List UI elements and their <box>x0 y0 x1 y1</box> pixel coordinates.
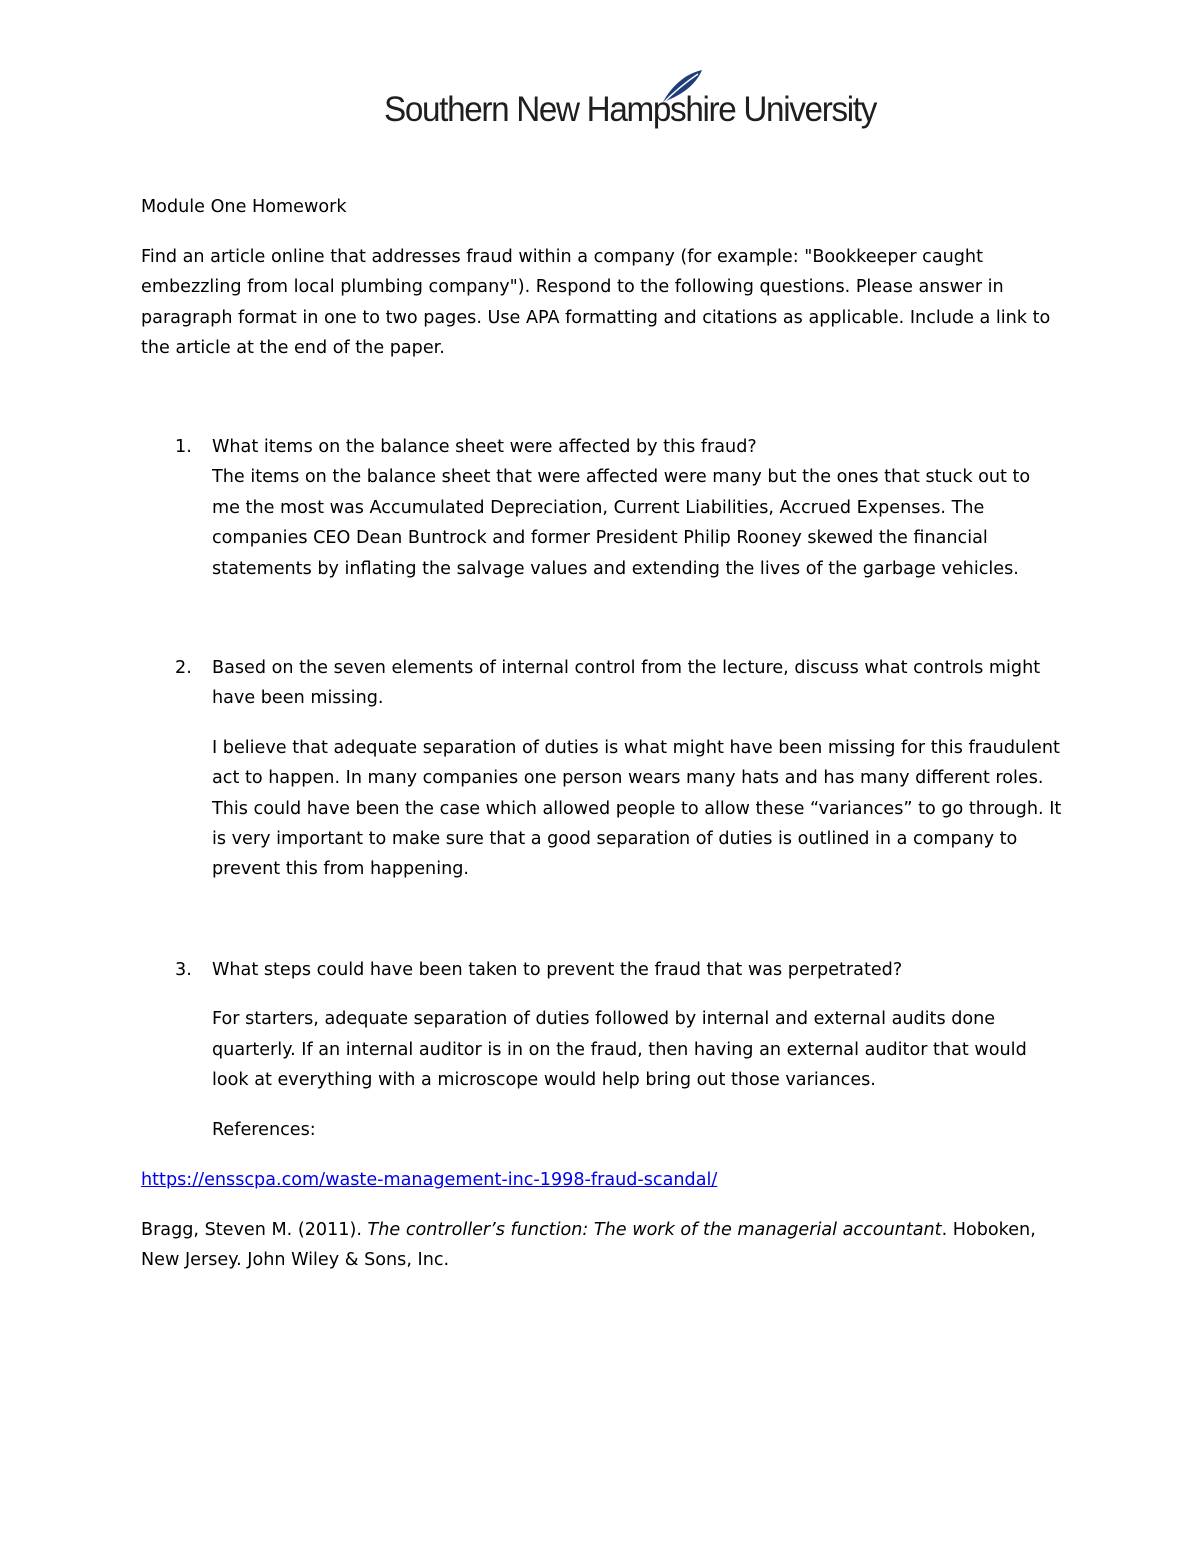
citation-publisher: . Hoboken, New Jersey. John Wiley & Sons, Inc. <box>141 1220 1036 1271</box>
answer-text: The items on the balance sheet that were affected were many but the ones that stuck out to me the most was Accumulated Depreciation, Current Liabilities, Accrued Expenses. The companies CEO Dean Buntrock and former President Philip Rooney skewed the financial statements by inflating the salvage values and extending the lives of the garbage vehicles. <box>212 467 1031 579</box>
answer-text: I believe that adequate separation of duties is what might have been missing for this fraudulent act to happen. In many companies one person wears many hats and has many different roles. This could have been the case which allowed people to allow these “variances” to go through. It is very important to make sure that a good separation of duties is outlined in a company to prevent this from happening. <box>212 737 1062 880</box>
question-text: Based on the seven elements of internal control from the lecture, discuss what controls might have been missing. <box>212 658 1041 709</box>
references-heading: References: <box>212 1120 316 1140</box>
document-title: Module One Homework <box>141 197 347 217</box>
reference-link[interactable]: https://ensscpa.com/waste-management-inc-1998-fraud-scandal/ <box>141 1170 718 1190</box>
question-text: What steps could have been taken to prevent the fraud that was perpetrated? <box>212 960 903 980</box>
answer-text: For starters, adequate separation of duties followed by internal and external audits done quarterly. If an internal auditor is in on the fraud, then having an external auditor that would look at everything with a microscope would help bring out those variances. <box>212 1009 1027 1091</box>
university-logo <box>384 68 877 142</box>
question-number: 2. <box>175 658 192 678</box>
question-number: 3. <box>175 960 192 980</box>
question-text: What items on the balance sheet were affected by this fraud? <box>212 437 757 457</box>
intro-paragraph: Find an article online that addresses fraud within a company (for example: "Bookkeeper caught embezzling from local plumbing company"). Respond to the following questions. Please answer in paragraph format in one to two pages. Use APA formatting and citations as applicable. Include a link to the article at the end of the paper. <box>141 247 1051 359</box>
citation-authors: Bragg, Steven M. (2011). <box>141 1220 368 1240</box>
reference-citation <box>141 1215 1061 1276</box>
question-number: 1. <box>175 437 192 457</box>
citation-title: The controller’s function: The work of the managerial accountant <box>367 1220 942 1240</box>
logo-text: Southern New Hampshire University <box>384 90 877 129</box>
